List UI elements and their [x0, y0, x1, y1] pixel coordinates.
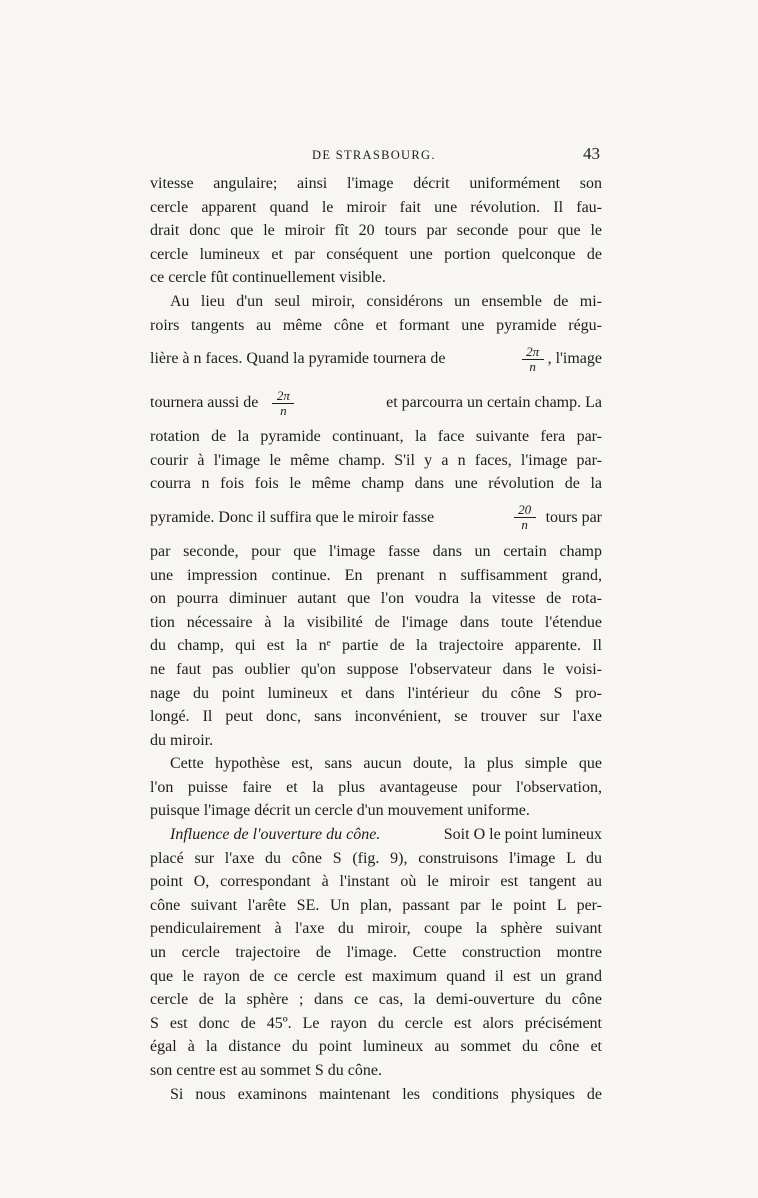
text-line: par seconde, pour que l'image fasse dans un certain champ — [150, 542, 602, 560]
text-segment: lière à n faces. Quand la pyramide tournera de — [150, 350, 446, 368]
text-line: Cette hypothèse est, sans aucun doute, la plus simple que — [170, 755, 602, 773]
text-line — [150, 823, 602, 847]
text-line: du champ, qui est la nᵉ partie de la trajectoire apparente. Il — [150, 637, 602, 655]
text-line: vitesse angulaire; ainsi l'image décrit uniformément son — [150, 175, 602, 192]
text-line: on pourra diminuer autant que l'on voudra la vitesse de rota- — [150, 590, 602, 608]
text-line: point O, correspondant à l'instant où le miroir est tangent au — [150, 873, 602, 891]
running-head: DE STRASBOURG. — [312, 148, 436, 162]
fraction-numerator: 2π — [526, 343, 540, 359]
fraction-numerator: 20 — [518, 502, 532, 518]
paragraph-1 — [150, 172, 602, 290]
text-line: une impression continue. En prenant n suffisamment grand, — [150, 566, 602, 584]
paragraph-3 — [150, 752, 602, 823]
fraction-denominator: n — [280, 402, 287, 418]
text-line: placé sur l'axe du cône S (fig. 9), construisons l'image L du — [150, 849, 602, 867]
fraction-two-pi-over-n — [272, 389, 294, 418]
text-segment: , l'image — [547, 350, 602, 368]
page-number: 43 — [583, 144, 600, 163]
text-segment: et parcourra un certain champ. La — [386, 394, 602, 412]
paragraph-5 — [150, 1083, 602, 1107]
text-segment: tournera aussi de — [150, 394, 259, 412]
text-line: l'on puisse faire et la plus avantageuse pour l'observation, — [150, 778, 602, 796]
text-line: Si nous examinons maintenant les conditions physiques de — [170, 1085, 602, 1103]
fraction-two-pi-over-n — [522, 345, 544, 374]
text-line-with-fraction — [150, 337, 602, 381]
text-line: puisque l'image décrit un cercle d'un mouvement uniforme. — [150, 802, 530, 820]
text-segment: tours par — [545, 509, 602, 527]
text-line: du miroir. — [150, 731, 214, 749]
text-line: courir à l'image le même champ. S'il y a n faces, l'image par- — [150, 451, 602, 469]
text-segment: pyramide. Donc il suffira que le miroir fasse — [150, 509, 435, 527]
text-line: roirs tangents au même cône et formant une pyramide régu- — [150, 316, 602, 334]
fraction-twenty-over-n — [514, 503, 536, 532]
section-heading: Influence de l'ouverture du cône. — [170, 826, 381, 844]
text-line: son centre est au sommet S du cône. — [150, 1062, 382, 1079]
text-line: tion nécessaire à la visibilité de l'image dans toute l'étendue — [150, 613, 602, 631]
text-line: ne faut pas oublier qu'on suppose l'observateur dans le voisi- — [150, 660, 602, 678]
text-line: Au lieu d'un seul miroir, considérons un ensemble de mi- — [170, 292, 602, 310]
text-line: cercle de la sphère ; dans ce cas, la demi-ouverture du cône — [150, 991, 602, 1009]
fraction-denominator: n — [521, 517, 528, 533]
text-line: cercle lumineux et par conséquent une portion quelconque de — [150, 245, 602, 263]
text-line: que le rayon de ce cercle est maximum quand il est un grand — [150, 967, 602, 985]
text-line: drait donc que le miroir fît 20 tours par seconde pour que le — [150, 222, 602, 240]
text-line: cercle apparent quand le miroir fait une révolution. Il fau- — [150, 198, 602, 216]
text-line: un cercle trajectoire de l'image. Cette construction montre — [150, 944, 602, 962]
page-header — [150, 144, 600, 168]
text-line: courra n fois fois le même champ dans une révolution de la — [150, 475, 602, 493]
text-segment: Soit O le point lumineux — [443, 826, 602, 844]
text-line: S est donc de 45º. Le rayon du cercle est alors précisément — [150, 1014, 602, 1032]
text-line: nage du point lumineux et dans l'intérieur du cône S pro- — [150, 684, 602, 702]
text-line: pendiculairement à l'axe du miroir, coupe la sphère suivant — [150, 920, 602, 938]
fraction-denominator: n — [529, 358, 536, 374]
text-line: longé. Il peut donc, sans inconvénient, se trouver sur l'axe — [150, 708, 602, 726]
paragraph-2 — [150, 290, 602, 752]
body-text — [150, 172, 602, 1106]
text-line: cône suivant l'arête SE. Un plan, passant par le point L per- — [150, 896, 602, 914]
fraction-numerator: 2π — [276, 387, 290, 403]
text-line: ce cercle fût continuellement visible. — [150, 269, 386, 287]
text-line: égal à la distance du point lumineux au sommet du cône et — [150, 1038, 602, 1056]
text-line-with-fraction — [150, 496, 602, 540]
text-line-with-fraction — [150, 381, 602, 425]
text-line: rotation de la pyramide continuant, la face suivante fera par- — [150, 428, 602, 446]
paragraph-4 — [150, 823, 602, 1083]
